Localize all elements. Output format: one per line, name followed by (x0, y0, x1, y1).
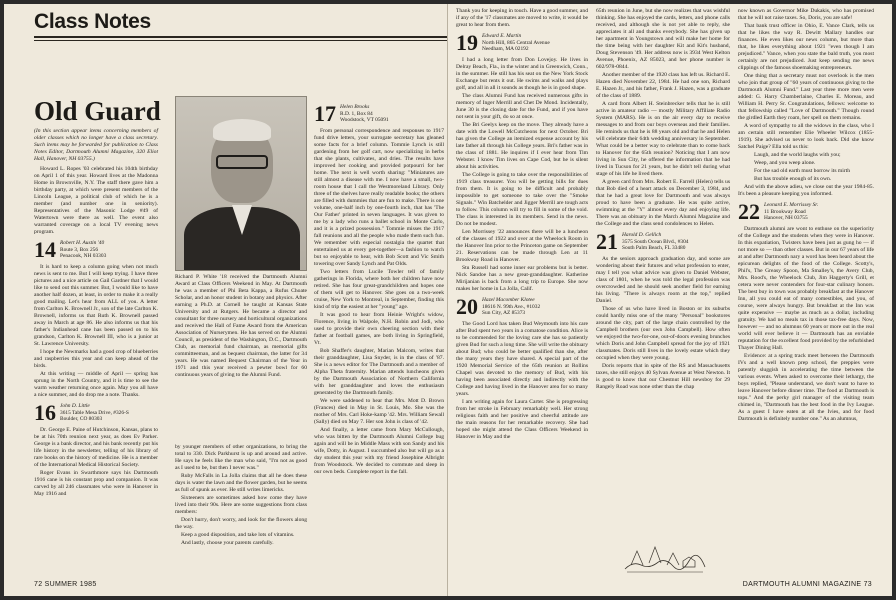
paragraph: 65th reunion in June, but she now realizes that was wishful thinking. She has enjoyed the cards, letters, and phone calls received, and although she is not yet able to reply, she appreciates it all and thanks everybody. She has given up her apartment in Youngstown and will make her home for the time being with her daughter Kit and Kit's husband, Doug Stevenson '49. Her address now is 3934 West Kelton Avenue, Phoenix, AZ 85023, and her phone number is 602/978-0844. (596, 8, 730, 70)
top-rule (34, 36, 448, 38)
left-column-1 (34, 166, 158, 571)
class-address: John D. Little 3615 Table Mesa Drive, #326-S Boulder, CO 80303 (60, 403, 129, 422)
page-footer-right: DARTMOUTH ALUMNI MAGAZINE 73 (742, 581, 872, 588)
paragraph: As the seniors approach graduation day, and some are wondering about their futures and what profession to enter, may I tell you what advice was given to Daniel Webster, class of 1801, when he was told the legal profession was overcrowded and he should seek another field for earning his living. "There is always room at the top," replied Daniel. (596, 256, 730, 304)
verse-line: Laugh, and the world laughs with you; (754, 152, 841, 158)
paragraph: Roger Evans in Swarthmore says his Dartmouth 1916 cane is his constant prop and companion. It was carved by all 246 classmates who were in Hanover in May 1916 and (34, 470, 158, 497)
paragraph: The Bri Geelys keep on the move. They already have a date with the Lowell McCutcheons for next October. Bri has given the College an itemized expense account by his late father all through his College years. Bri's father was in the class of 1881. He inquires if I ever hear from Tim Webster. I know Tim lives on Cape Cod, but he is silent about his activities. (456, 122, 588, 170)
class-address: Helen Brooks R.D. 1, Box 84 Woodstock, VT 05091 (340, 104, 389, 123)
class-address: Robert H. Austin '40 Route 3, Box 256 Penacook, NH 03303 (60, 240, 107, 259)
class-header-16 (34, 400, 158, 425)
page-footer-left: 72 SUMMER 1985 (34, 581, 97, 588)
paragraph: The College is going to take over the responsibilities of 1919 class treasurer. You will be getting bills for dues from them. It is going to be difficult and probably impossible to get someone to take over the "Smoke Signals." Win Batchelder and Jigger Merrill are tough acts to follow. This column will try to fill in some of the void. The class is interested in its members. Send in the news. Do not be modest. (456, 172, 588, 227)
paragraph: Stu Russell had some inner ear problems but is better. Nick Sandoe has a new great-granddaughter. Katherine Mirijanian is back from a long trip to Europe. She now makes her home in La Jolla, Calif. (456, 265, 588, 292)
paragraph: Another member of the 1920 class has left us. Richard E. Hazen died November 22, 1984. He had one son, Richard E. Hazen Jr., and his father, Frank J. Hazen, was a graduate of the class of 1889. (596, 72, 730, 99)
photo-caption: Richard P. White '18 received the Dartmouth Alumni Award at Class Officers Weekend in May. At Dartmouth he was a member of Phi Beta Kappa, a Rufus Choate Scholar, and an honor student in botany and physics. After earning a Ph.D. at Cornell he taught at Kansas State University and at Rutgers. He became a director and consultant for three nursery and horticultural organizations and received the Hall of Fame Award from the American Association of Nurserymen. He has served on the Alumni Council, as president of the Washington, D.C., Dartmouth Club, as memorial fund chairman, as memorial gifts committeeman, and as bequest chairman, the latter for 34 years. He was named Bequest Chairman of the Year in 1971 and this year received a pewter bowl for 60 continuous years of giving to the Alumni Fund. (175, 274, 307, 378)
class-address: Hazel Macomber Klotee 18616 N. 99th Ave., #1032 Sun City, AZ 85373 (482, 297, 541, 316)
paragraph: Doris reports that in spite of the RS and Massachusetts taxes, she still enjoys 40 Sylvan Avenue at West Newton. It is good to know that our Chestnut Hill newsboy for 29 Rangely Road was none other than the chap (596, 363, 730, 390)
paragraph: And lastly, choose your parents carefully. (181, 540, 274, 546)
left-page (4, 4, 448, 596)
photo-glasses (216, 155, 268, 169)
paragraph: The Good Lord has taken Bud Weymouth into his care after Bud spent two years in a comatose condition. Alice is to be commended for the loving care she has so patiently given Bud for such a long time. She will write the obituary about Bud; who could be better qualified than she, after the many years they have shared. A special part of the 1920 Memorial Service of the 65th reunion at Rollins Chapel was devoted to the memory of Bud, with his having been associated directly and indirectly with the College and having lived in the Hanover area for so many years. (456, 321, 588, 397)
class-header-14 (34, 237, 158, 262)
paragraph: Don't hurry, don't worry, and look for the flowers along the way. (175, 517, 307, 530)
paragraph: Dr. George E. Paine of Hutchinson, Kansas, plans to be at his 70th reunion next year, as does Ev Parker. George is a bank director, and his bank recently put his life history in the newsletter, telling of his library of rare books on the history of medicine. He is a member of the International Medical Historical Society. (34, 427, 158, 468)
paragraph: A word of sympathy to all the widows in the class, who I am certain still remember Elie Wheeler Wilcox (1855-1919). She advised us never to look back. Did she know Satchel Paige? Ella told us this: (738, 123, 874, 150)
paragraph: by younger members of other organizations, to bring the total to 330. Dick Parkhurst is up and around and active. He says he feels like the man who said, "I'm not as good as I used to be, but then I never was." (175, 444, 307, 471)
paragraph: It is hard to keep a column going when not much news is sent to me. But I will keep trying. I have three pictures and a nice article on Gail Gardner that I would like to send out this summer. But, I would like to have another half dozen, at least, in order to make it a really good mailing. Let's hear from ALL of you. A letter from Carlton K. Brownell Jr., son of the late Carlton K. Brownell, informs us that Ruth K. Brownell passed away in March at age 86. He also informs us that his father's Indianhead cane has been passed on to his grandson, Carlton K. Brownell III, who is a junior at St. Lawrence University. (34, 264, 158, 347)
class-header-19 (456, 30, 588, 55)
paragraph: Evidence: at a spring track meet between the Dartmouth IVs and a well known prep school, the preppies were patently sluggish in accelerating the time between the various events. When asked to overcome their lethargy, the boys replied, "Please understand, we don't want to have to leave Hanover before dinner time. The food at Dartmouth is tops." And the perky girl manager of the visiting team chimed in, "Dartmouth has the best food in the Ivy League. As a guest I have eaten at all the Ivies, and for food Dartmouth is definitely number one." As an alumnus, (738, 353, 874, 422)
paragraph: A green card from Mrs. Robert E. Farrell (Helen) tells us that Bob died of a heart attack on December 3, 1984, and that he had a great love for Dartmouth and was always proud to have been a graduate. He was quite active, swimming at the "Y" almost every day and enjoying life. There was an obituary in the March Alumni Magazine and the College and the class send condolences to Helen. (596, 179, 730, 227)
class-address: Leonard E. Morrissey Sr. 11 Brookway Road Hanover, NH 03755 (764, 202, 819, 221)
class-number: 17 (314, 101, 336, 126)
paragraph: Keep a good disposition, and take lots of vitamins. (181, 532, 295, 538)
paragraph: Dartmouth alumni are wont to enthuse on the superiority of the College and the students when they were in Hanover. In this expatiation, Twisters have been just as gung ho — if not more so — than other classes. But in our 67 years of life at and after Dartmouth nary a word has been heard about the epicurean delights of the food of the College. Scotty's, Phil's, The Greasy Spoon, Ma Smalley's, the Avery Club, Mrs. Rood's, the Wheelock Club, Jim Haggerty's Grill, et cetera were never contenders for four-star culinary honors. The best buy in town was probably breakfast at the Hanover Inn, all you could eat of many comestibles, and you, of course, were always hungry. But breakfast at the Inn was quite expensive — maybe as much as a dollar, including gratuity. We had no meals tax in those tax-free days. Now, however — and no alumnus 60 years or more out in the real world will ever believe it — Dartmouth has an enviable reputation for the excellent food provided by the refurbished Thayer Dining Hall. (738, 226, 874, 351)
photo-hair (213, 119, 271, 141)
class-header-20 (456, 294, 588, 319)
class-number: 16 (34, 400, 56, 425)
magazine-spread (4, 4, 892, 596)
class-header-22 (738, 199, 874, 224)
paragraph: From personal correspondence and responses to 1917 fund drive letters, your surrogate secretary has gleaned some facts for a brief column. Tommie Lynch is still gardening from her golf cart, now specializing in herbs that she plants, cultivates, and dries. The results have improved her cooking and provided potpourri for her home. The next is well worth sharing: "Miniatures are still almost a disease with me. I now have a small, two-room house that I call the Westmoreland Library. Only three of the shelves have really readable books; the others are filled with dummies that are fun to make. There is one volume, one-half inch by one-fourth inch, that has 'The Our Father' printed in seven languages. It was given to me by a lady who runs a ballet school in Monte Carlo, and it is a prized possession." Tommie misses the 1917 fall reunions and all the people who made them such fun. We remember with especial nostalgia the quartet that entertained us at every get-together—a fashion to watch but so enjoyable to hear, with Bob Scott and Vic Smith towering over Sandy Lynch and Pat Olds. (314, 128, 444, 267)
class-address: Edward E. Martin North Hill, 865 Central Avenue Needham, MA 02192 (482, 33, 550, 52)
class-number: 14 (34, 237, 56, 262)
portrait-photo (175, 96, 307, 271)
paragraph: I am writing again for Laura Carter. She is progressing from her stroke in February remarkably well. Her strong religious faith and her positive and cheerful attitude are the main reasons for her remarkable recovery. She had hoped she might attend the Class Officers Weekend in Hanover in May and the (456, 399, 588, 440)
class-number: 21 (596, 229, 618, 254)
section-title: Class Notes (34, 10, 151, 33)
paragraph: Thank you for keeping in touch. Have a good summer, and if any of the '17 classmates are moved to write, it would be great to hear from them. (456, 8, 588, 28)
class-number: 22 (738, 199, 760, 224)
paragraph: It was good to hear from Heinie Wright's widow, Florence, living in Walpole, N.H. Robin and Jodi, who used to provide their own cheering section with their father at football games, are both living in Springfield, Vt. (314, 312, 444, 346)
right-column-2 (596, 8, 730, 533)
right-column-1 (456, 8, 588, 573)
paragraph: One thing that a secretary must not overlook is the men who join that group of "60 years of continuous giving to the Dartmouth Alumni Fund." Last year three more men were added: G. Harry Chamberlaine, Charles E. Moreau, and William H. Perry Sr. Congratulations, fellows: welcome to that fellowship called "Love of Dartmouth." Though round the girdled Earth they roam, her spell on them remains. (738, 73, 874, 121)
paragraph: That bank trust officer in Ohio, E. Vance Clark, tells us that he likes the way R. Dewitt Mallary handles our finances. He even likes our news column, but more than that, he likes everything about 1921 "even though I am prejudiced." Vance, when you state the bald truth, you most certainly are not prejudiced. Just keep sending me news clippings of the famous shoemaking entrepreneurs. (738, 23, 874, 71)
decorative-sketch (623, 539, 707, 575)
paragraph: And finally, a letter came from Mary McCullough, who was bitten by the Dartmouth Alumni College bug again and will be in Middle Mass with son Sandy and his wife, Dotty, in August. I succumbed also but will go as a day student this year with my friend Josephine Albright from Woodstock. We decided to commute and sleep in our own beds. Complete report in the fall. (314, 427, 444, 475)
paragraph: Howard L. Ropes '03 celebrated his 104th birthday on April 1 of this year. Howard lives at the Madonna Home in Brownville, N.Y. The staff there gave him a birthday party, at which were present members of the Lincoln League, a political club of which he is a member (and number one in seniority). Representatives of the Masonic Lodge #49 of Watertown were there as well. The event also warranted coverage on a local TV evening news program. (34, 166, 158, 235)
class-address: Harold D. Gellich 3575 South Ocean Blvd., #304 South Palm Beach, FL 33480 (622, 232, 689, 251)
paragraph: A card from Albert H. Steinbrecker tells that he is still active in amateur radio — mostly Military Affiliate Radio System (MARS). He is on the air every day to receive messages to and from our boys overseas and their families. He reminds us that he is 88 years old and that he and Helen will celebrate their 64th wedding anniversary in September. What could be a better way to celebrate than to come back to Hanover for the 65th reunion? Noticing that I am now living in Sun City, he offered the information that he had lived in Tucson for 21 years, but he didn't tell during what stage of his life he lived there. (596, 101, 730, 177)
paragraph: The class Alumni Fund has received numerous gifts in memory of Inger Merrill and Chet De Mond. Incidentally, June 30 is the closing date for the Fund, and if you have not sent in your gift, do so at once. (456, 93, 588, 120)
paragraph: At this writing — middle of April — spring has sprung in the North Country, and it is time to see the warm weather returning once again. May you all have a nice summer, and do drop me a note. Thanks. (34, 371, 158, 398)
paragraph: now known as Governor Mike Dukakis, who has promised that he will not raise taxes. So, Doris, you are safe! (738, 8, 874, 21)
paragraph: Bob Shaffer's daughter, Marian Malcom, writes that their granddaughter, Lisa Snyder, is in the class of '87. She is a news editor for The Dartmouth and a member of Alpha Theta fraternity. Marian attends luncheons given by the Dartmouth Association of Northern California with her granddaughter and loves the enthusiasm generated by the Dartmouth family. (314, 348, 444, 396)
top-rule-thin (34, 40, 448, 41)
class-number: 19 (456, 30, 478, 55)
paragraph: I had a long letter from Don Lovejoy. He lives in Delray Beach, Fla., in the winter and in Greenwich, Conn., in the summer. He still has his seat on the New York Stock Exchange but rents it out. He swims and walks and plays golf, and all in all it sounds as though he is in good shape. (456, 57, 588, 91)
left-column-3 (314, 100, 444, 570)
verse-line: Weep, and you weep alone. (754, 160, 816, 166)
paragraph: Len Morrissey '22 announces there will be a luncheon of the classes of 1922 and over at the Wheelock Room in the Hanover Inn prior to the Princeton game on September 21. Reservations can be made through Len at 11 Brookway Road in Hanover. (456, 229, 588, 263)
verse-line: For the sad old earth must borrow its mirth (754, 168, 851, 174)
paragraph: Two letters from Lucile Towler tell of family gatherings in Florida, where both her children have now retired. She has four great-grandchildren and hopes one of them will get to Hanover. She goes on a two-week cruise, New York to Montreal, in September, finding this kind of trip the easiest at her "young" age. (314, 269, 444, 310)
paragraph: We were saddened to hear that Mrs. Mott D. Brown (Frances) died in May in St. Louis, Mo. She was the mother of Mrs. Carl Hoke-kamp '42. Mrs. William Sewall (Sally) died on May 7. Her son John is class of '42. (314, 398, 444, 425)
paragraph: And with the above adieu, we close out the year 1984-85. It's been a pleasure keeping you informed. (738, 184, 874, 197)
paragraph: I hope the Newmarks had a good crop of blueberries and raspberries this year and can keep ahead of the birds. (34, 349, 158, 369)
class-number: 20 (456, 294, 478, 319)
page-heading: Old Guard (34, 96, 161, 126)
right-page (448, 4, 892, 596)
verse-line: But has trouble enough of its own. (754, 176, 832, 182)
intro-paragraph: (In this section appear items concerning members of older classes which no longer have a class secretary. Such items may be forwarded for publication to Class Notes Editor, Dartmouth Alumni Magazine, 320 Eliot Hall, Hanover, NH 03755.) (34, 128, 158, 162)
paragraph: Those of us who have lived in Boston or its suburbs could hardly miss one of the many "Personal" bookstores around the city, part of the large chain controlled by the Campbell brothers (our own John Campbell). How often we enjoyed the two-for-one, out-of-doors evening brunches which Doris and John Campbell spread for the joy of 1921 classmates. Doris still lives in the lovely estate which they occupied when they were young. (596, 306, 730, 361)
paragraph: Sixteeners are sometimes asked how come they have lived into their 90s. Here are some suggestions from class members: (175, 495, 307, 515)
class-header-17 (314, 101, 444, 126)
left-column-2 (175, 444, 307, 574)
right-column-3 (738, 8, 874, 573)
class-header-21 (596, 229, 730, 254)
paragraph: Ruby McFalls in La Jolla claims that all he does these days is water the lawn and the flower garden, but he seems as full of spunk as ever. He still writes limericks. (175, 473, 307, 493)
